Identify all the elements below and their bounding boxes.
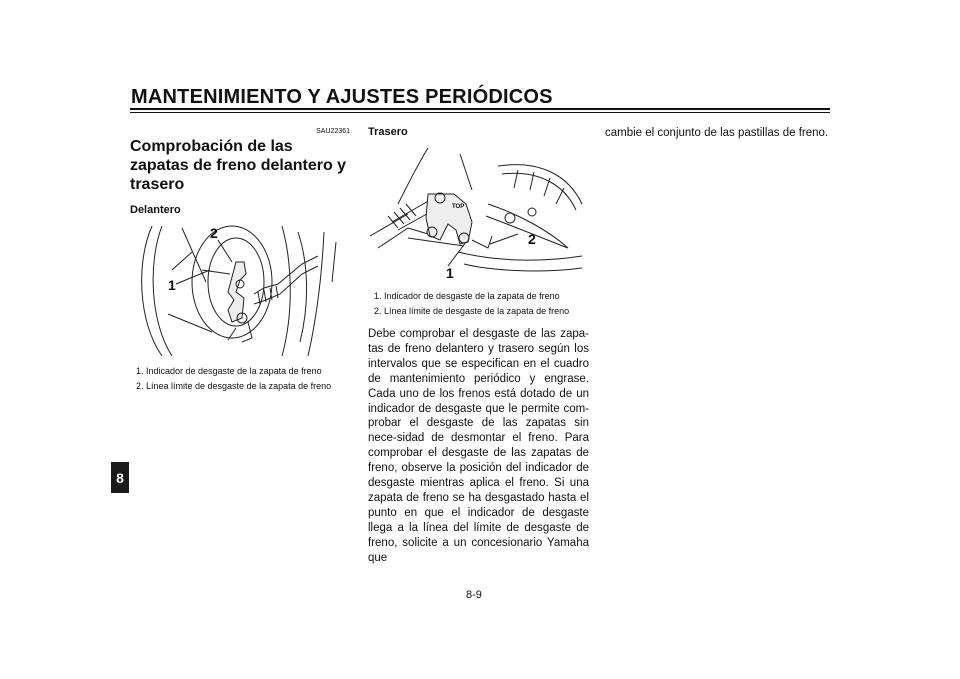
caption-item — [368, 306, 589, 317]
header-rule-thin — [130, 112, 830, 113]
rear-brake-illustration — [368, 144, 589, 281]
column-left — [130, 126, 350, 396]
caption-text: Indicador de desgaste de la zapata de freno — [146, 366, 322, 376]
rear-callout-1: 1 — [446, 265, 454, 281]
rear-heading: Trasero — [368, 126, 408, 138]
page-title: MANTENIMIENTO Y AJUSTES PERIÓDICOS — [131, 86, 553, 108]
caption-text: Línea límite de desgaste de la zapata de freno — [146, 381, 332, 391]
rear-caption-list — [368, 291, 589, 317]
page-number: 8-9 — [466, 589, 482, 601]
body-paragraph: Debe comprobar el desgaste de las zapa-tas de freno delantero y trasero según los intervalos que se especifican en el cuadro de mantenimiento periódico y engrase. Cada uno de los frenos está dotado de un indicador de desgaste que le permite com-probar el desgaste de las zapatas sin nece-sidad de desmontar el freno. Para comprobar el desgaste de las zapatas de freno, observe la posición del indicador de desgaste mientras aplica el freno. Si una zapata de freno se ha desgastado hasta el punto en que el indicador de desgaste llega a la línea del límite de desgaste de freno, solicite a un concesionario Yamaha que — [368, 328, 589, 564]
front-heading: Delantero — [130, 204, 181, 216]
rear-top-mark: TOP — [452, 204, 465, 210]
body-continuation: cambie el conjunto de las pastillas de freno. — [605, 127, 829, 139]
caption-text: Indicador de desgaste de la zapata de freno — [384, 291, 560, 301]
header-rule-thick — [130, 108, 830, 110]
caption-number: 1. — [136, 366, 144, 376]
front-callout-2: 2 — [210, 225, 218, 241]
caption-item — [130, 366, 350, 377]
caption-text: Línea límite de desgaste de la zapata de freno — [384, 306, 570, 316]
column-middle — [368, 126, 589, 566]
front-callout-1: 1 — [168, 277, 176, 293]
rear-callout-2: 2 — [528, 231, 536, 247]
column-right — [605, 126, 830, 141]
caption-number: 2. — [374, 306, 382, 316]
front-brake-illustration — [132, 222, 346, 356]
caption-number: 1. — [374, 291, 382, 301]
chapter-tab: 8 — [111, 462, 129, 493]
front-caption-list — [130, 366, 350, 392]
caption-item — [368, 291, 589, 302]
section-code: SAU22361 — [316, 128, 350, 135]
section-title: Comprobación de las zapatas de freno delantero y trasero — [130, 138, 347, 193]
caption-item — [130, 381, 350, 392]
caption-number: 2. — [136, 381, 144, 391]
